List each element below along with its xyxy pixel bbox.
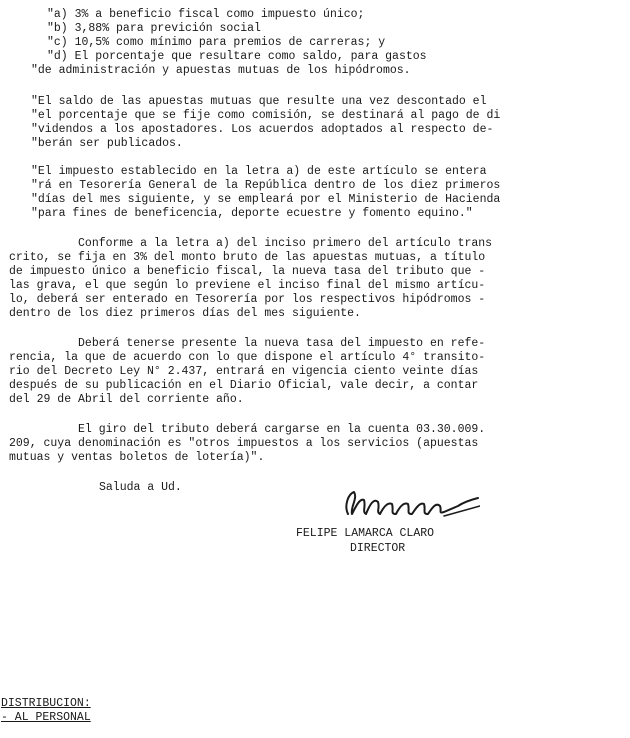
para4-line-2: rencia, la que de acuerdo con lo que dispone el artículo 4° transito- (9, 351, 486, 364)
list-item-b: "b) 3,88% para previción social (47, 22, 261, 35)
para3-line-5: lo, deberá ser enterado en Tesorería por los respectivos hipódromos - (9, 293, 486, 306)
para3-line-1: Conforme a la letra a) del inciso primero del artículo trans (9, 237, 493, 250)
closing-salutation: Saluda a Ud. (99, 481, 182, 494)
para5-line-2: 209, cuya denominación es "otros impuestos a los servicios (apuestas (9, 437, 479, 450)
distribution-title: DISTRIBUCION: (1, 697, 91, 710)
para2-line-2: "rá en Tesorería General de la República dentro de los diez primeros (31, 179, 501, 192)
para1-line-3: "videndos a los apostadores. Los acuerdos adoptados al respecto de- (31, 123, 494, 136)
para4-line-1: Deberá tenerse presente la nueva tasa del impuesto en refe- (9, 337, 486, 350)
para4-line-4: después de su publicación en el Diario Oficial, vale decir, a contar (9, 379, 479, 392)
list-item-d-cont: "de administración y apuestas mutuas de los hipódromos. (31, 64, 411, 77)
signature-scribble (340, 484, 480, 524)
distribution-item: - AL PERSONAL (1, 711, 91, 724)
list-item-c: "c) 10,5% como mínimo para premios de carreras; y (47, 36, 386, 49)
list-item-d: "d) El porcentaje que resultare como saldo, para gastos (47, 50, 427, 63)
para3-line-4: las grava, el que según lo previene el inciso final del mismo artícu- (9, 279, 486, 292)
signer-title: DIRECTOR (350, 542, 406, 555)
para5-line-3: mutuas y ventas boletos de lotería)". (9, 451, 265, 464)
list-item-a: "a) 3% a beneficio fiscal como impuesto único; (47, 8, 365, 21)
para3-line-2: crito, se fija en 3% del monto bruto de las apuestas mutuas, a título (9, 251, 486, 264)
para3-line-3: de impuesto único a beneficio fiscal, la nueva tasa del tributo que - (9, 265, 486, 278)
signer-name: FELIPE LAMARCA CLARO (296, 527, 435, 540)
para1-line-2: "el porcentaje que se fije como comisión, se destinará al pago de di (31, 109, 501, 122)
para4-line-5: del 29 de Abril del corriente año. (9, 393, 244, 406)
para4-line-3: rio del Decreto Ley N° 2.437, entrará en vigencia ciento veinte días (9, 365, 479, 378)
para2-line-3: "días del mes siguiente, y se empleará por el Ministerio de Hacienda (31, 193, 501, 206)
para2-line-4: "para fines de beneficencia, deporte ecuestre y fomento equino." (31, 207, 473, 220)
para2-line-1: "El impuesto establecido en la letra a) de este artículo se entera (31, 165, 487, 178)
para3-line-6: dentro de los diez primeros días del mes siguiente. (9, 307, 361, 320)
para1-line-4: "berán ser publicados. (31, 137, 183, 150)
para5-line-1: El giro del tributo deberá cargarse en la cuenta 03.30.009. (9, 423, 486, 436)
para1-line-1: "El saldo de las apuestas mutuas que resulte una vez descontado el (31, 95, 487, 108)
